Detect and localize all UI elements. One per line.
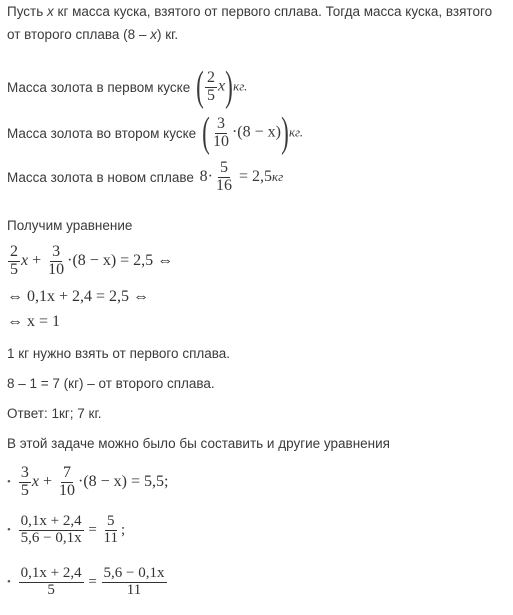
intro-1-post: кг масса куска, взятого от первого сплава. Тогда масса куска, взятого [53, 4, 493, 19]
intro-1-pre: Пусть [7, 4, 48, 19]
fraction-3-10: $\frac{3}{10}$ [212, 114, 229, 150]
gold-new-expr: 8· $\frac{5}{16}$ = 2,5кг [199, 159, 284, 194]
left-paren: ( [196, 64, 204, 110]
gold-second-expr: ( $\frac{3}{10}$ ·(8 − x))кг. [202, 110, 304, 156]
bullet-icon: • [7, 576, 11, 589]
answer: Ответ: 1кг; 7 кг. [7, 406, 102, 421]
intro-2-var: x [150, 27, 157, 42]
fraction-5-16: $\frac{5}{16}$ [215, 159, 232, 194]
gold-new-row [7, 160, 283, 195]
other-equations-label: В этой задаче можно было бы составить и другие уравнения [7, 436, 390, 451]
gold-second-row [7, 112, 303, 154]
intro-2-post: ) кг. [156, 27, 179, 42]
alt-equation-2: • $\frac{0,1x + 2,4}{5,6 - 0,1x}$ = $\frac{5}{11}$ ; [7, 513, 126, 546]
gold-first-label: Масса золота в первом куске [7, 79, 191, 95]
intro-2-pre: от второго сплава (8 – [7, 27, 151, 42]
bullet-icon: • [7, 524, 11, 537]
intro-1-var: x [47, 4, 54, 19]
result-first: 1 кг нужно взять от первого сплава. [7, 346, 231, 361]
gold-first-row [7, 66, 247, 108]
equation-label: Получим уравнение [7, 218, 133, 233]
equation-line-2: ⇔ 0,1x + 2,4 = 2,5 ⇔ [7, 288, 150, 305]
intro-line-1 [7, 4, 492, 19]
right-paren: ) [225, 64, 233, 110]
gold-second-label: Масса золота во втором куске [7, 125, 197, 141]
intro-line-2 [7, 27, 178, 42]
equation-line-1: $\frac{2}{5}$ x + $\frac{3}{10}$ ·(8 − x) = 2,5 ⇔ [10, 243, 174, 278]
alt-equation-3: • $\frac{0,1x + 2,4}{5}$ = $\frac{5,6 - 0,1x}{11}$ [7, 565, 165, 598]
bullet-icon: • [7, 476, 11, 489]
fraction-2-5: $\frac{2}{5}$ [207, 68, 215, 104]
gold-new-label: Масса золота в новом сплаве [7, 169, 194, 185]
alt-equation-1: • $\frac{3}{5}$ x + $\frac{7}{10}$ ·(8 − x) = 5,5; [7, 464, 169, 499]
gold-first-expr: ( $\frac{2}{5}$ x)кг. [196, 64, 248, 110]
unit-kg: кг. [233, 78, 248, 94]
equation-line-3: ⇔ x = 1 [7, 313, 61, 330]
result-second: 8 – 1 = 7 (кг) – от второго сплава. [7, 376, 215, 391]
